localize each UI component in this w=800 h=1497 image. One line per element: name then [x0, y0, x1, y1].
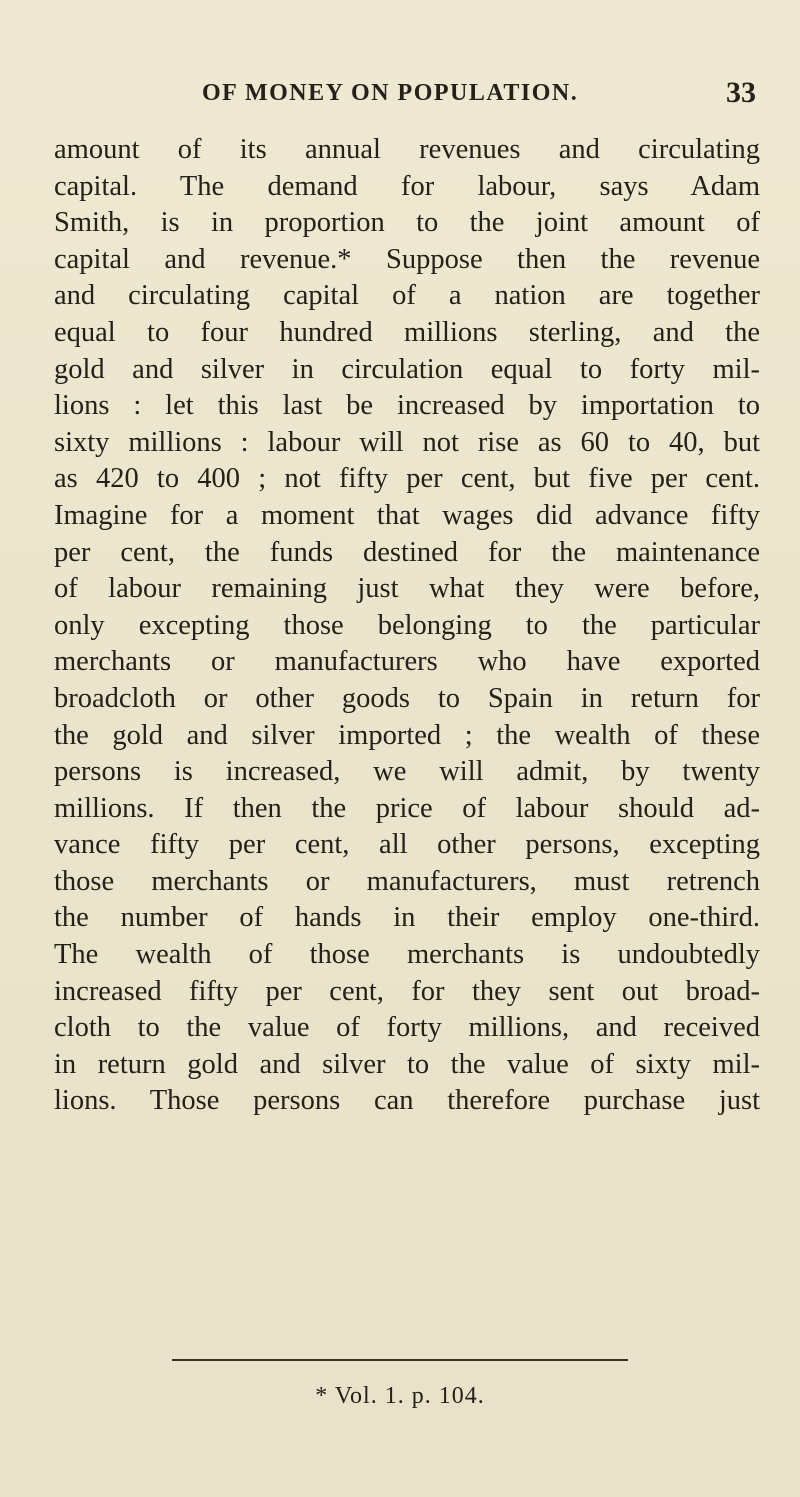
text-line: persons is increased, we will admit, by twenty — [54, 756, 760, 788]
text-line: lions. Those persons can therefore purchase just — [54, 1085, 760, 1117]
text-line: amount of its annual revenues and circulating — [54, 134, 760, 165]
text-line: cloth to the value of forty millions, and received — [54, 1012, 760, 1044]
text-line: only excepting those belonging to the particular — [54, 609, 760, 641]
text-line: per cent, the funds destined for the maintenance — [54, 536, 760, 568]
running-head — [56, 76, 756, 116]
text-line: millions. If then the price of labour should ad- — [54, 792, 760, 824]
text-line: as 420 to 400 ; not fifty per cent, but five per cent. — [54, 463, 760, 495]
text-line: and circulating capital of a nation are together — [54, 280, 760, 312]
text-line: merchants or manufacturers who have exported — [54, 646, 760, 678]
text-line: the gold and silver imported ; the wealth of these — [54, 719, 760, 751]
text-line: sixty millions : labour will not rise as 60 to 40, but — [54, 426, 760, 458]
text-line: capital. The demand for labour, says Adam — [54, 170, 760, 202]
text-line: The wealth of those merchants is undoubtedly — [54, 939, 760, 971]
text-line: in return gold and silver to the value of sixty mil- — [54, 1048, 760, 1080]
footnote-rule — [172, 1359, 628, 1361]
running-title: OF MONEY ON POPULATION. — [202, 80, 579, 106]
text-line: of labour remaining just what they were before, — [54, 573, 760, 605]
text-line: capital and revenue.* Suppose then the revenue — [54, 243, 760, 275]
text-line: those merchants or manufacturers, must retrench — [54, 865, 760, 897]
page-number: 33 — [726, 76, 756, 109]
text-line: vance fifty per cent, all other persons, excepting — [54, 829, 760, 861]
footnote: * Vol. 1. p. 104. — [315, 1383, 485, 1409]
text-line: Smith, is in proportion to the joint amount of — [54, 207, 760, 239]
text-line: increased fifty per cent, for they sent out broad- — [54, 975, 760, 1007]
text-line: lions : let this last be increased by importation to — [54, 390, 760, 422]
body-text — [54, 132, 760, 1120]
text-line: gold and silver in circulation equal to forty mil- — [54, 353, 760, 385]
text-line: equal to four hundred millions sterling, and the — [54, 316, 760, 348]
text-line: broadcloth or other goods to Spain in return for — [54, 682, 760, 714]
text-line: the number of hands in their employ one-third. — [54, 902, 760, 934]
text-line: Imagine for a moment that wages did advance fifty — [54, 499, 760, 531]
